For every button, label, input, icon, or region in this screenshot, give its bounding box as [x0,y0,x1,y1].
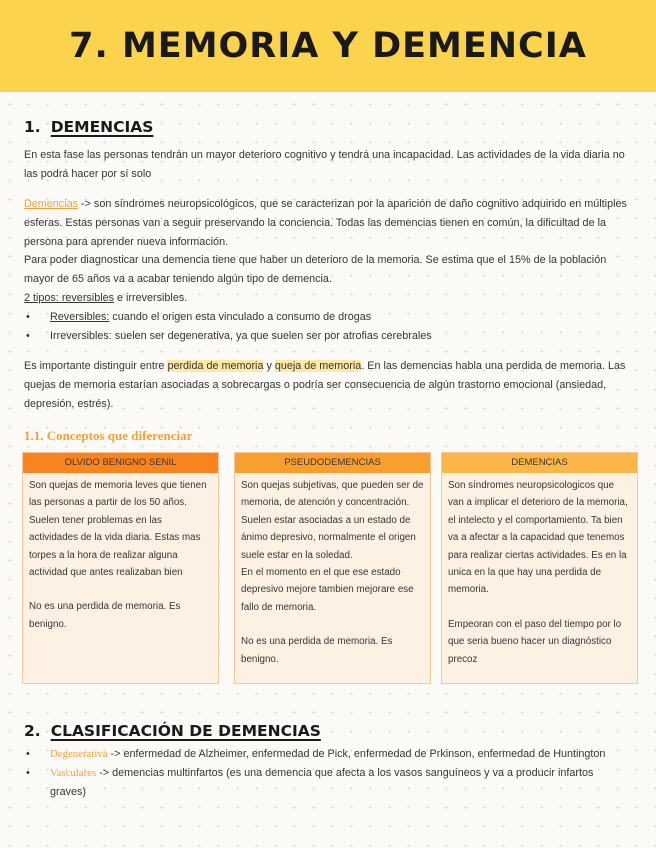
concept-column-pseudo [234,452,431,684]
column-body [442,473,637,672]
definition-text: -> son síndromes neuropsicológicos, que se caracterizan por la aparición de daño cognitivo adquirido en múltiples esferas. Estas personas van a seguir preservando la conciencia. Todas las demencias tienen en común, la dificultad de la persona para aprender nueva información. [24,198,627,248]
section-2-heading [24,722,321,740]
types-line [24,289,632,308]
types-suffix: e irreversibles. [114,291,188,304]
page-title: 7. MEMORIA Y DEMENCIA [69,26,587,66]
list-item [24,745,632,764]
classification-block [24,745,632,801]
list-item [24,308,632,327]
list-item [24,764,632,802]
definition-term: Demencias [24,198,79,210]
reversible-term: Reversibles: [50,310,110,323]
column-header: DEMENCIAS [442,453,637,473]
section-1-number: 1. [24,118,41,136]
column-header: PSEUDODEMENCIAS [235,453,430,473]
distinguish-text-3: . En las demencias habla una perdida de memoria. Las quejas de memoria estarían asociadas a sobrecargas o podría ser consecuencia de algún trastorno emocional (ansiedad, depresión, estrés). [24,360,626,410]
section-1-title: DEMENCIAS [50,118,154,136]
concept-column-dementia [441,452,638,684]
reversible-text: cuando el origen esta vinculado a consumo de drogas [109,310,372,323]
highlight-memory-complaint: queja de memoria [274,360,362,372]
column-paragraph: En el momento en el que ese estado depresivo mejore tambien mejorare ese fallo de memoria. [241,567,414,613]
column-body [23,473,218,637]
classification-text: -> demencias multinfartos (es una demencia que afecta a los vasos sanguíneos y va a producir infartos graves) [50,766,594,798]
classification-term: Vasculares [50,766,97,779]
column-paragraph: Son síndromes neuropsicologicos que van a implicar el deterioro de la memoria, el intelecto y el comportamiento. Ta bien va a afectar a la capacidad que tenemos para realizar ciertas actividades. Es en la unica en la que hay una perdida de memoria. [448,480,628,596]
classification-term: Degenerativa [50,748,108,760]
definition-block [24,195,632,345]
column-paragraph: No es una perdida de memoria. Es benigno. [241,636,393,665]
section-1-intro: En esta fase las personas tendrán un mayor deterioro cognitivo y tendrá una incapacidad. Las actividades de la vida diaria no las podrá hacer por sí solo [24,149,625,180]
types-reversible: reversibles [61,291,115,304]
subsection-title: 1.1. Conceptos que diferenciar [24,428,193,443]
distinguish-paragraph [24,357,632,413]
column-paragraph: Son quejas subjetivas, que pueden ser de memoria, de atención y concentración. Suelen estar asociadas a un estado de ánimo depresivo, normalmente el origen suele estar en la soledad. [241,480,424,561]
column-paragraph: Empeoran con el paso del tiempo por lo que seria bueno hacer un diagnóstico precoz [448,618,622,665]
list-item: • Irreversibles: suelen ser degenerativa, ya que suelen ser por atrofias cerebrales [24,327,632,346]
definition-paragraph [24,195,632,251]
classification-text: -> enfermedad de Alzheimer, enfermedad de Pick, enfermedad de Prkinson, enfermedad de Huntington [107,748,606,760]
distinguish-text-1: Es importante distinguir entre [24,360,168,372]
highlight-memory-loss: perdida de memoria [167,360,264,372]
section-2-number: 2. [24,722,41,740]
section-1-heading [24,118,153,136]
section-2-title: CLASIFICACIÓN DE DEMENCIAS [50,722,321,740]
title-banner [0,0,656,92]
column-paragraph: No es una perdida de memoria. Es benigno. [29,601,181,630]
column-body [235,473,430,672]
types-prefix: 2 tipos: [24,291,62,304]
column-paragraph: Son quejas de memoria leves que tienen las personas a partir de los 50 años. Suelen tener problemas en las actividades de la vida diaria. Estas mas torpes a la hora de realizar alguna actividad que antes realizaban bien [29,480,207,579]
diagnosis-paragraph: Para poder diagnosticar una demencia tiene que haber un deterioro de la memoria. Se estima que el 15% de la población mayor de 65 años va a acabar teniendo algún tipo de demencia. [24,254,607,286]
classification-list [24,745,632,801]
distinguish-text-2: y [263,360,275,372]
column-header: OLVIDO BENIGNO SENIL [23,453,218,473]
concept-column-benign [22,452,219,684]
types-list [24,308,632,346]
